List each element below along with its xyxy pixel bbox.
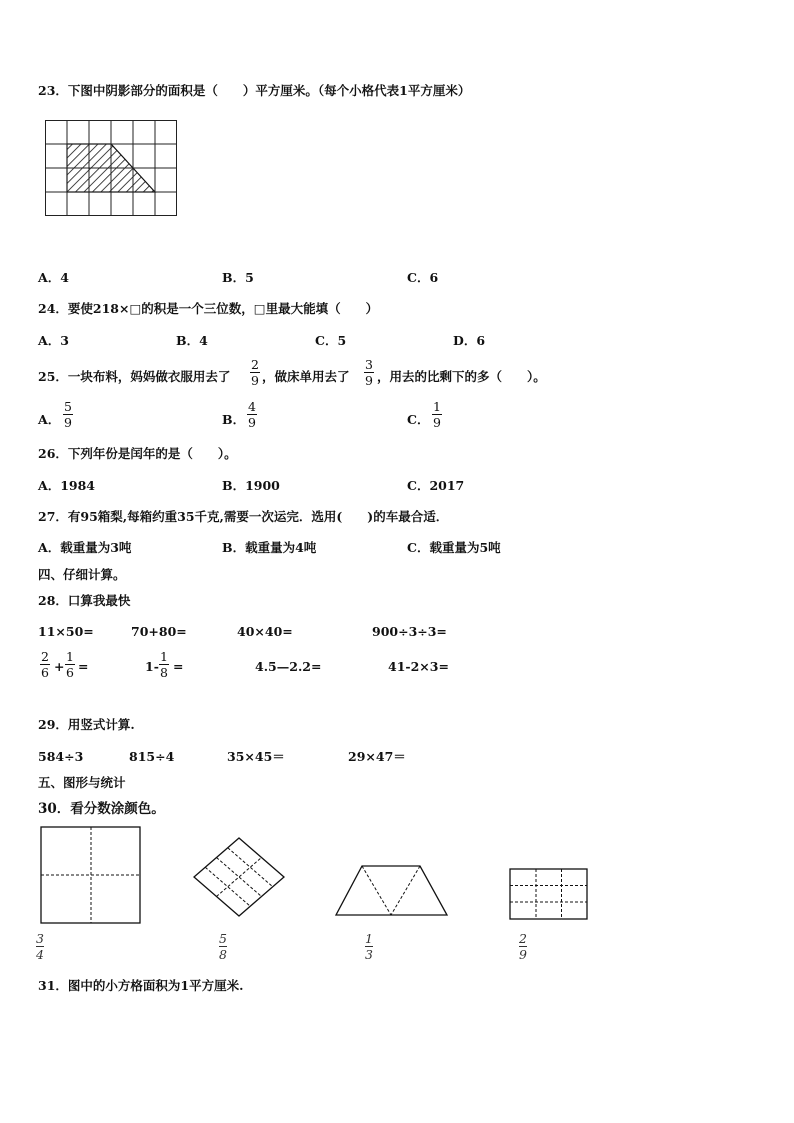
q30-fraction-1-3: 1 3 bbox=[365, 931, 373, 962]
q25-fraction-2-9: 2 9 bbox=[251, 357, 259, 388]
q28-title: 28．口算我最快 bbox=[38, 593, 131, 608]
q23-option-a[interactable]: A．4 bbox=[38, 270, 69, 285]
q30-rectangle-figure[interactable] bbox=[509, 868, 589, 920]
q30-fraction-5-8: 5 8 bbox=[219, 931, 227, 962]
q25-option-c-fraction[interactable]: 1 9 bbox=[433, 399, 441, 430]
q28-item-4: 900÷3÷3= bbox=[372, 624, 447, 639]
q29-title: 29．用竖式计算. bbox=[38, 717, 135, 732]
q29-item-1: 584÷3 bbox=[38, 749, 84, 764]
q30-fraction-3-4: 3 4 bbox=[36, 931, 44, 962]
q29-item-3: 35×45＝ bbox=[227, 749, 285, 764]
q31-title: 31．图中的小方格面积为1平方厘米. bbox=[38, 978, 244, 993]
q23-option-b[interactable]: B．5 bbox=[222, 270, 254, 285]
q25-fraction-3-9: 3 9 bbox=[365, 357, 373, 388]
q30-diamond-figure[interactable] bbox=[192, 836, 286, 918]
q27-option-a[interactable]: A．载重量为3吨 bbox=[38, 540, 132, 555]
q28-one-minus: 1- bbox=[145, 659, 159, 674]
q28-plus-sign: + bbox=[54, 659, 65, 674]
q28-equals-2: = bbox=[173, 659, 184, 674]
q24-option-d[interactable]: D．6 bbox=[453, 333, 486, 348]
q26-option-b[interactable]: B．1900 bbox=[222, 478, 280, 493]
q30-trapezoid-figure[interactable] bbox=[334, 864, 450, 918]
q23-grid-figure bbox=[45, 120, 178, 216]
q28-item-2: 70+80= bbox=[131, 624, 187, 639]
q28-item-7: 4.5—2.2= bbox=[255, 659, 322, 674]
section-5-heading: 五、图形与统计 bbox=[38, 775, 126, 790]
q26-option-a[interactable]: A．1984 bbox=[38, 478, 95, 493]
q26-option-c[interactable]: C．2017 bbox=[407, 478, 465, 493]
q24-option-b[interactable]: B．4 bbox=[176, 333, 208, 348]
q23-option-c[interactable]: C．6 bbox=[407, 270, 439, 285]
q27-option-c[interactable]: C．载重量为5吨 bbox=[407, 540, 501, 555]
q25-option-b-fraction[interactable]: 4 9 bbox=[248, 399, 256, 430]
q28-item-3: 40×40= bbox=[237, 624, 293, 639]
q29-item-4: 29×47＝ bbox=[348, 749, 406, 764]
q28-item-1: 11×50= bbox=[38, 624, 94, 639]
q25-question-part3: ，用去的比剩下的多（ ）。 bbox=[377, 369, 546, 384]
q23-question: 23．下图中阴影部分的面积是（ ）平方厘米。（每个小格代表1平方厘米） bbox=[38, 83, 471, 98]
q28-fraction-2-6: 2 6 bbox=[41, 649, 49, 680]
q28-item-8: 41-2×3= bbox=[388, 659, 449, 674]
q25-option-b-label[interactable]: B． bbox=[222, 412, 246, 427]
q27-option-b[interactable]: B．载重量为4吨 bbox=[222, 540, 317, 555]
q25-option-a-fraction[interactable]: 5 9 bbox=[64, 399, 72, 430]
q25-question-part1: 25．一块布料，妈妈做衣服用去了 bbox=[38, 369, 231, 384]
q30-square-figure[interactable] bbox=[40, 826, 142, 924]
q25-option-c-label[interactable]: C． bbox=[407, 412, 430, 427]
q25-option-a-label[interactable]: A． bbox=[38, 412, 61, 427]
q30-fraction-2-9: 2 9 bbox=[519, 931, 527, 962]
q27-question: 27．有95箱梨,每箱约重35千克,需要一次运完．选用( )的车最合适． bbox=[38, 509, 449, 524]
q24-option-c[interactable]: C．5 bbox=[315, 333, 347, 348]
section-4-heading: 四、仔细计算。 bbox=[38, 567, 126, 582]
q24-question: 24．要使218×□的积是一个三位数，□里最大能填（ ） bbox=[38, 301, 379, 316]
q28-equals-1: = bbox=[78, 659, 89, 674]
q28-fraction-1-8: 1 8 bbox=[160, 649, 168, 680]
q26-question: 26．下列年份是闰年的是（ ）。 bbox=[38, 446, 237, 461]
q25-question-part2: ，做床单用去了 bbox=[262, 369, 350, 384]
q28-fraction-1-6: 1 6 bbox=[66, 649, 74, 680]
q30-title: 30．看分数涂颜色。 bbox=[38, 801, 165, 817]
q24-option-a[interactable]: A．3 bbox=[38, 333, 69, 348]
q29-item-2: 815÷4 bbox=[129, 749, 175, 764]
